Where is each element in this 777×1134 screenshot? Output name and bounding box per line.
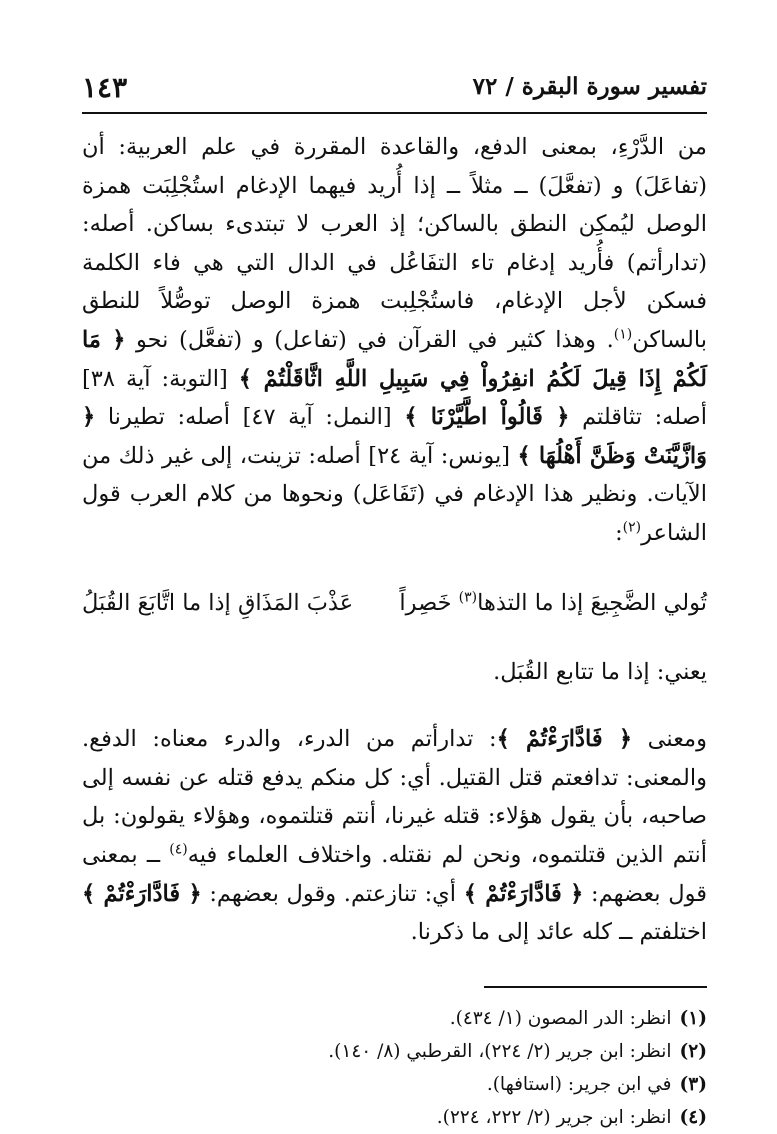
quran-verse: ﴿ مَا لَكُمْ إِذَا قِيلَ لَكُمُ انفِرُواْ فِي سَبِيلِ اللَّهِ اثَّاقَلْتُمْ ﴾ xyxy=(82,326,707,392)
paragraph-2-end: : xyxy=(615,519,623,546)
footnote xyxy=(82,1068,707,1101)
verse-second-hemistich: عَذْبَ المَذَاقِ إذا ما اتَّابَعَ القُبَلُ xyxy=(82,589,354,616)
verse-first-hemistich-text: تُولي الضَّجِيعَ إذا ما التذها xyxy=(477,589,707,616)
paragraph-1-text: من الدَّرْءِ، بمعنى الدفع، والقاعدة المقررة في علم العربية: أن (تفاعَلَ) و (تفعَّلَ) ــ مثلاً ــ إذا أُريد فيهما الإدغام استُجْلِبَت همزة الوصل ليُمكِن النطق بالساكن؛ إذ العرب لا تبتدىء بساكن. أصله: (تدارأتم) فأُريد إدغام تاء التفَاعُل في الدال التي هي فاء الكلمة فسكن لأجل الإدغام، فاستُجْلِبت همزة الوصل توصُّلاً للنطق بالساكن xyxy=(82,134,707,353)
quran-verse: ﴿ فَادَّارَءْتُمْ ﴾ xyxy=(496,726,633,753)
footnote-ref-2: (٢) xyxy=(622,519,642,536)
quran-verse: ﴿ فَادَّارَءْتُمْ ﴾ xyxy=(463,880,584,907)
footnote-ref-1: (١) xyxy=(613,326,633,343)
paragraph-3-c: ــ بمعنى قول بعضهم: xyxy=(82,841,707,907)
paragraph-3-d: أي: تنازعتم. وقول بعضهم: xyxy=(209,880,457,907)
paragraph-3-a: ومعنى xyxy=(647,726,707,753)
paragraph-1 xyxy=(82,128,707,553)
footnotes xyxy=(82,1002,707,1134)
footnote-text: انظر: ابن جرير (٢/ ٢٢٤)، القرطبي (٨/ ١٤٠). xyxy=(328,1040,672,1062)
footnote-number: (٤) xyxy=(679,1106,707,1128)
footnote-number: (٣) xyxy=(679,1073,707,1095)
footnote-number: (١) xyxy=(679,1007,707,1029)
footnote-ref-3: (٣) xyxy=(458,589,478,606)
footnote xyxy=(82,1101,707,1134)
footnote xyxy=(82,1002,707,1035)
quran-verse: ﴿ وَازَّيَّنَتْ وَظَنَّ أَهْلُهَا ﴾ xyxy=(82,404,708,469)
main-text xyxy=(82,128,707,952)
paragraph-2-a: وهذا كثير في القرآن في (تفاعل) و (تفعَّل) نحو xyxy=(136,326,596,353)
footnote-separator xyxy=(484,986,707,988)
footnote-text: في ابن جرير: (استافها). xyxy=(486,1073,672,1095)
page-header xyxy=(82,0,707,114)
page-number: ١٤٣ xyxy=(82,71,128,104)
quran-verse: ﴿ فَادَّارَءْتُمْ ﴾ xyxy=(82,880,202,907)
footnote-text: انظر: ابن جرير (٢/ ٢٢٢، ٢٢٤). xyxy=(436,1106,672,1128)
paragraph-3 xyxy=(82,720,707,952)
footnote xyxy=(82,1035,707,1068)
paragraph-3-e: اختلفتم ــ كله عائد إلى ما ذكرنا. xyxy=(410,919,707,946)
paragraph-2-d: [يونس: آية ٢٤] أصله: تزينت، إلى غير ذلك من الآيات. ونظير هذا الإدغام في (تَفَاعَل) ونحوها من كلام العرب قول الشاعر xyxy=(82,442,707,546)
footnote-ref-4: (٤) xyxy=(169,841,188,858)
paragraph-1-end: . xyxy=(606,326,614,353)
paragraph-3-b: : تدارأتم من الدرء، والدرء معناه: الدفع. والمعنى: تدافعتم قتل القتيل. أي: كل منكم يدفع قتله عن نفسه إلى صاحبه، بأن يقول هؤلاء: قتله غيرنا، أنتم قتلتموه، وهؤلاء يقولون: بل أنتم الذين قتلتموه، ونحن لم نقتله. واختلاف العلماء فيه xyxy=(82,726,708,868)
verse-first-hemistich xyxy=(399,583,707,623)
running-title: تفسير سورة البقرة / ٧٢ xyxy=(472,73,707,100)
quran-verse: ﴿ قَالُواْ اطَّيَّرْنَا ﴾ xyxy=(404,404,570,431)
paragraph-2-c: [النمل: آية ٤٧] أصله: تطيرنا xyxy=(107,404,392,431)
verse-first-hemistich-end: خَصِراً xyxy=(399,589,459,616)
poetry-verse xyxy=(82,583,707,623)
footnote-text: انظر: الدر المصون (١/ ٤٣٤). xyxy=(449,1007,672,1029)
footnote-number: (٢) xyxy=(679,1040,707,1062)
verse-meaning: يعني: إذا ما تتابع القُبَل. xyxy=(493,658,707,685)
paragraph-2-b: [التوبة: آية ٣٨] أصله: تثاقلتم xyxy=(82,365,708,431)
